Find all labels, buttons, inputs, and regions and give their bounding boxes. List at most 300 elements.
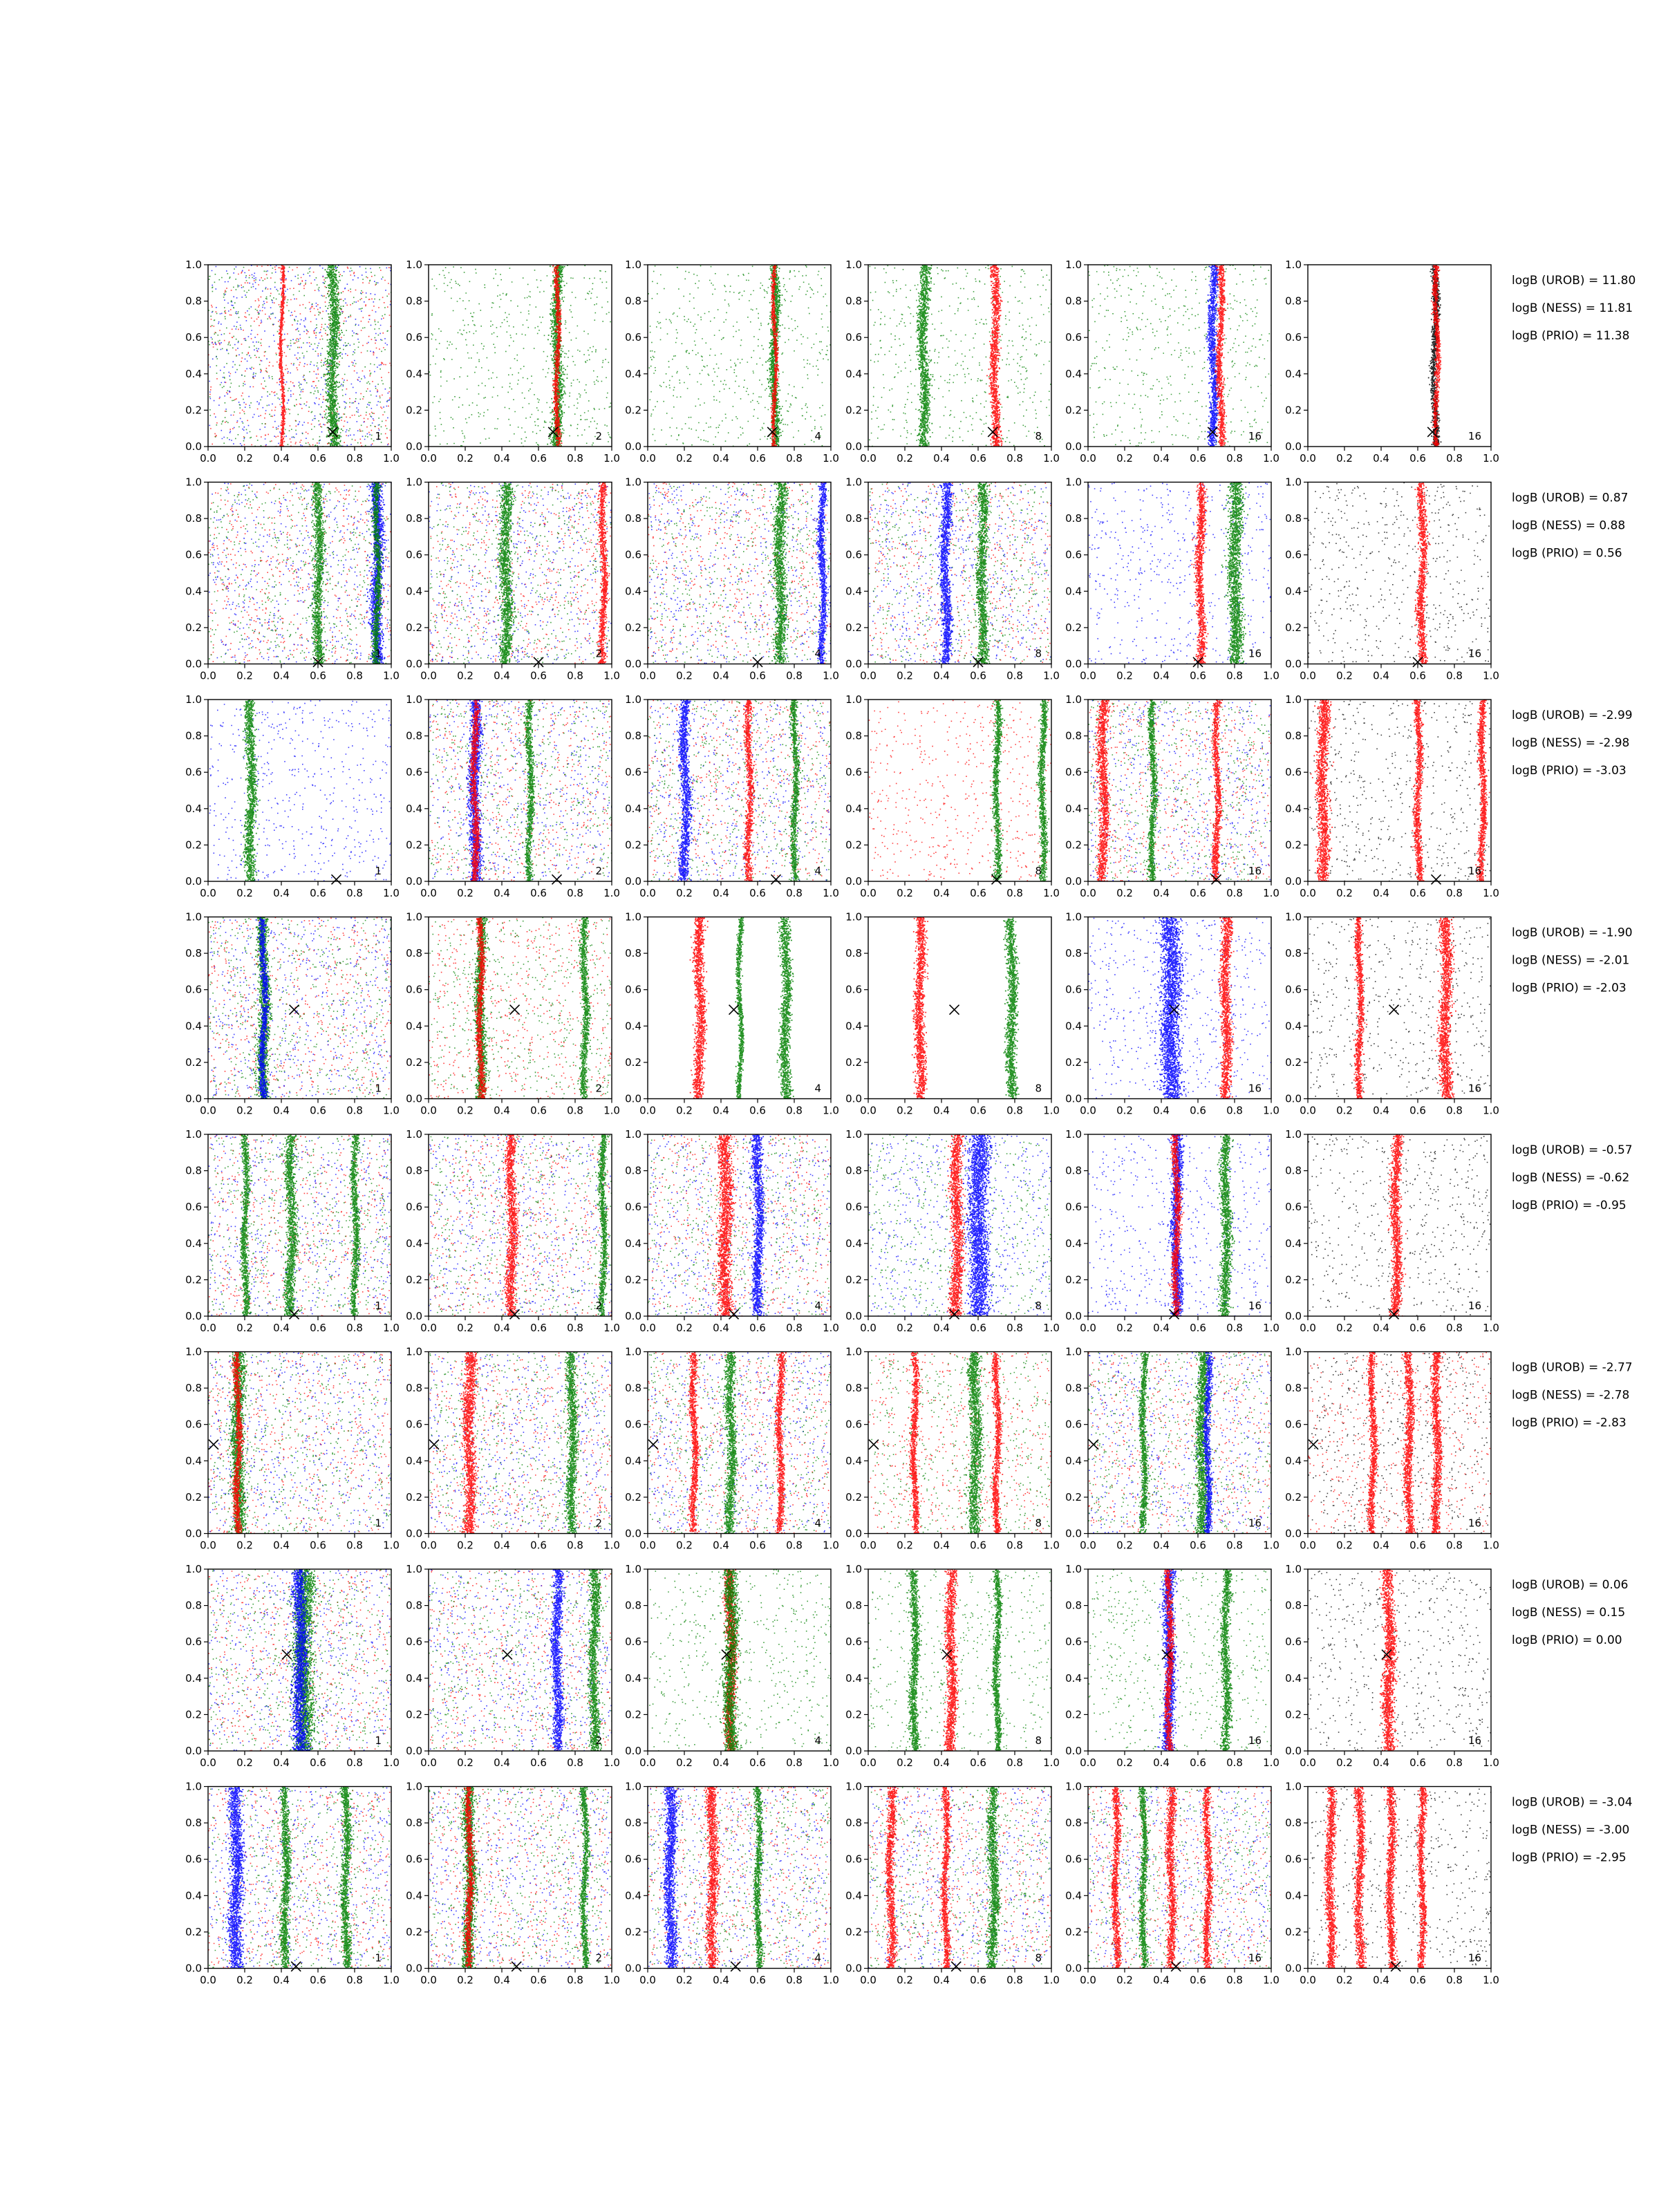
data-points	[429, 1569, 612, 1752]
panel-index-label: 4	[814, 1734, 821, 1747]
y-tick-label: 0.6	[406, 766, 422, 779]
x-tick-label: 1.0	[1483, 452, 1499, 465]
y-tick-label: 0.4	[1285, 802, 1302, 815]
x-tick-label: 0.0	[200, 1104, 216, 1117]
y-tick-label: 0.2	[1285, 404, 1302, 417]
y-tick-label: 0.0	[1065, 875, 1082, 888]
y-tick-label: 0.4	[406, 1020, 422, 1033]
data-points	[648, 700, 832, 883]
x-tick-label: 0.6	[1190, 887, 1206, 899]
y-tick-label: 0.8	[185, 1164, 202, 1177]
x-tick-label: 0.8	[346, 1756, 363, 1769]
scatter-panel-r8-c1	[185, 1781, 400, 1987]
scatter-panel-r3-c3	[625, 693, 839, 899]
x-tick-label: 0.4	[933, 887, 950, 899]
plot-background	[429, 1352, 612, 1534]
y-tick-label: 0.2	[185, 1273, 202, 1286]
x-tick-label: 0.4	[1153, 1974, 1170, 1987]
data-points	[1088, 1134, 1272, 1318]
y-tick-label: 0.4	[185, 1020, 202, 1033]
x-tick-label: 0.8	[567, 452, 583, 465]
y-tick-label: 0.6	[845, 1418, 862, 1431]
y-tick-label: 0.8	[625, 729, 641, 742]
data-points	[648, 1787, 832, 1970]
panel-index-label: 4	[814, 1300, 821, 1312]
logb-annotation: logB (NESS) = -2.98	[1512, 736, 1630, 750]
y-tick-label: 0.0	[185, 1745, 202, 1757]
y-tick-label: 0.4	[406, 1454, 422, 1468]
y-tick-label: 0.6	[406, 983, 422, 996]
y-tick-label: 0.2	[406, 838, 422, 852]
y-tick-label: 0.6	[406, 1418, 422, 1431]
panel-index-label: 4	[814, 1082, 821, 1095]
data-points	[1308, 482, 1491, 666]
y-tick-label: 0.2	[845, 838, 862, 852]
y-tick-label: 0.4	[406, 1889, 422, 1902]
x-tick-label: 0.4	[494, 1322, 510, 1334]
scatter-panel-r1-c1	[185, 259, 400, 465]
scatter-panel-r7-c1	[185, 1563, 400, 1769]
x-tick-label: 0.4	[933, 669, 950, 682]
y-tick-label: 1.0	[845, 910, 862, 924]
panel-row-8	[185, 1781, 1632, 1987]
panel-index-label: 16	[1468, 647, 1481, 660]
y-tick-label: 0.8	[1065, 947, 1082, 960]
panel-index-label: 16	[1248, 1082, 1262, 1095]
y-tick-label: 0.6	[185, 983, 202, 996]
x-tick-label: 0.8	[567, 1974, 583, 1987]
y-tick-label: 1.0	[1065, 693, 1082, 706]
x-tick-label: 0.2	[897, 1104, 913, 1117]
plot-background	[208, 917, 391, 1099]
logb-annotation: logB (PRIO) = 11.38	[1512, 329, 1630, 343]
y-tick-label: 0.2	[185, 1708, 202, 1721]
y-tick-label: 0.6	[1065, 1418, 1082, 1431]
y-tick-label: 0.8	[625, 294, 641, 308]
y-tick-label: 0.8	[406, 947, 422, 960]
scatter-panel-r6-c4	[845, 1346, 1060, 1552]
y-tick-label: 0.2	[185, 1056, 202, 1069]
scatter-panel-r3-c2	[406, 693, 620, 899]
scatter-panel-r8-c4	[845, 1781, 1060, 1987]
scatter-panel-r1-c5	[1065, 259, 1280, 465]
x-tick-label: 1.0	[1043, 1974, 1060, 1987]
y-tick-label: 1.0	[845, 1345, 862, 1358]
plot-background	[208, 265, 391, 447]
x-tick-label: 1.0	[1263, 1974, 1280, 1987]
x-tick-label: 0.0	[200, 1974, 216, 1987]
x-tick-label: 0.4	[1373, 887, 1389, 899]
y-tick-label: 0.8	[406, 1817, 422, 1830]
panel-row-5	[185, 1128, 1632, 1334]
x-tick-label: 1.0	[383, 669, 400, 682]
y-tick-label: 1.0	[406, 910, 422, 924]
y-tick-label: 0.0	[845, 875, 862, 888]
y-tick-label: 0.6	[185, 766, 202, 779]
y-tick-label: 0.2	[625, 404, 641, 417]
panel-index-label: 1	[375, 1517, 382, 1530]
x-tick-label: 0.4	[1373, 1104, 1389, 1117]
y-tick-label: 0.8	[185, 512, 202, 525]
logb-annotation: logB (NESS) = -0.62	[1512, 1171, 1630, 1185]
x-tick-label: 0.8	[1446, 1322, 1463, 1334]
x-tick-label: 0.6	[1409, 1322, 1426, 1334]
y-tick-label: 0.4	[185, 367, 202, 380]
y-tick-label: 0.2	[406, 404, 422, 417]
plot-background	[208, 482, 391, 664]
x-tick-label: 0.6	[1409, 887, 1426, 899]
x-tick-label: 0.8	[786, 1974, 803, 1987]
y-tick-label: 1.0	[625, 910, 641, 924]
data-points	[208, 1134, 393, 1318]
x-tick-label: 0.6	[1190, 1539, 1206, 1552]
y-tick-label: 0.6	[185, 331, 202, 344]
y-tick-label: 1.0	[185, 1128, 202, 1141]
x-tick-label: 1.0	[1043, 1104, 1060, 1117]
x-tick-label: 1.0	[823, 452, 839, 465]
data-points	[868, 1134, 1053, 1318]
data-points	[868, 482, 1052, 666]
x-tick-label: 0.2	[897, 1322, 913, 1334]
x-tick-label: 0.8	[567, 887, 583, 899]
x-tick-label: 0.4	[1373, 1322, 1389, 1334]
panel-index-label: 2	[595, 430, 602, 442]
x-tick-label: 0.8	[1006, 1539, 1023, 1552]
y-tick-label: 0.2	[1285, 1925, 1302, 1938]
y-tick-label: 1.0	[1285, 259, 1302, 271]
y-tick-label: 1.0	[406, 1780, 422, 1793]
plot-background	[208, 700, 391, 881]
y-tick-label: 1.0	[1285, 1345, 1302, 1358]
x-tick-label: 1.0	[1263, 1756, 1280, 1769]
x-tick-label: 0.4	[273, 1322, 290, 1334]
panel-row-1	[185, 259, 1635, 465]
x-tick-label: 1.0	[823, 887, 839, 899]
y-tick-label: 0.4	[185, 1454, 202, 1468]
x-tick-label: 0.0	[1300, 1322, 1316, 1334]
x-tick-label: 0.2	[676, 887, 693, 899]
y-tick-label: 0.8	[1285, 1382, 1302, 1395]
y-tick-label: 0.8	[1065, 512, 1082, 525]
y-tick-label: 0.4	[406, 802, 422, 815]
y-tick-label: 0.6	[845, 548, 862, 561]
y-tick-label: 0.8	[845, 294, 862, 308]
x-tick-label: 0.8	[1226, 1322, 1243, 1334]
scatter-panel-r5-c2	[406, 1128, 620, 1334]
y-tick-label: 0.4	[625, 1889, 641, 1902]
x-tick-label: 0.4	[273, 887, 290, 899]
x-tick-label: 0.0	[860, 1539, 877, 1552]
y-tick-label: 0.8	[625, 1382, 641, 1395]
data-points	[1088, 700, 1273, 883]
panel-index-label: 2	[595, 1734, 602, 1747]
y-tick-label: 0.6	[1285, 548, 1302, 561]
plot-background	[429, 1134, 612, 1316]
x-tick-label: 0.8	[1006, 452, 1023, 465]
plot-background	[868, 1352, 1051, 1534]
y-tick-label: 0.6	[625, 1201, 641, 1214]
x-tick-label: 0.8	[786, 887, 803, 899]
data-points	[648, 265, 832, 448]
x-tick-label: 0.6	[1409, 1104, 1426, 1117]
y-tick-label: 1.0	[406, 693, 422, 706]
logb-annotation: logB (UROB) = -0.57	[1512, 1143, 1633, 1157]
x-tick-label: 0.2	[457, 1322, 474, 1334]
scatter-panel-r1-c6	[1285, 259, 1499, 465]
x-tick-label: 0.8	[1226, 669, 1243, 682]
logb-annotation: logB (PRIO) = -2.95	[1512, 1850, 1627, 1865]
panel-row-3	[185, 693, 1632, 899]
panel-index-label: 1	[375, 1300, 382, 1312]
y-tick-label: 0.0	[1285, 1527, 1302, 1540]
y-tick-label: 0.4	[185, 1889, 202, 1902]
x-tick-label: 0.2	[457, 452, 474, 465]
y-tick-label: 1.0	[406, 259, 422, 271]
x-tick-label: 0.6	[310, 1104, 326, 1117]
x-tick-label: 0.2	[897, 1539, 913, 1552]
panel-index-label: 16	[1468, 1082, 1481, 1095]
x-tick-label: 0.0	[639, 1974, 656, 1987]
logb-annotation: logB (PRIO) = -3.03	[1512, 764, 1627, 778]
logb-annotation: logB (NESS) = -2.78	[1512, 1388, 1630, 1403]
x-tick-label: 0.4	[494, 887, 510, 899]
x-tick-label: 0.2	[897, 669, 913, 682]
x-tick-label: 0.8	[567, 669, 583, 682]
plot-background	[1088, 1352, 1271, 1534]
y-tick-label: 0.4	[625, 1454, 641, 1468]
x-tick-label: 0.2	[236, 1322, 253, 1334]
scatter-panel-r7-c6	[1285, 1563, 1499, 1769]
y-tick-label: 1.0	[1065, 1345, 1082, 1358]
scatter-panel-r3-c4	[845, 693, 1060, 899]
x-tick-label: 0.8	[1226, 1974, 1243, 1987]
panel-index-label: 16	[1248, 1300, 1262, 1312]
x-tick-label: 0.0	[1300, 1104, 1316, 1117]
plot-background	[1308, 482, 1491, 664]
x-tick-label: 0.8	[346, 1322, 363, 1334]
x-tick-label: 0.4	[933, 452, 950, 465]
x-tick-label: 0.0	[860, 887, 877, 899]
x-tick-label: 1.0	[823, 669, 839, 682]
scatter-panel-r6-c5	[1065, 1346, 1280, 1552]
y-tick-label: 1.0	[185, 259, 202, 271]
y-tick-label: 0.2	[406, 1056, 422, 1069]
y-tick-label: 0.0	[185, 657, 202, 671]
data-points	[1088, 1787, 1273, 1970]
y-tick-label: 0.2	[1065, 404, 1082, 417]
y-tick-label: 0.0	[1065, 1092, 1082, 1105]
x-tick-label: 0.0	[1300, 452, 1316, 465]
plot-background	[429, 265, 612, 447]
y-tick-label: 0.8	[185, 1599, 202, 1612]
y-tick-label: 1.0	[625, 259, 641, 271]
scatter-panel-r5-c1	[185, 1128, 400, 1334]
y-tick-label: 0.2	[1285, 621, 1302, 634]
scatter-panel-r4-c4	[845, 911, 1060, 1117]
x-tick-label: 0.4	[713, 1974, 729, 1987]
y-tick-label: 0.8	[406, 512, 422, 525]
x-tick-label: 0.0	[639, 669, 656, 682]
x-tick-label: 0.6	[1409, 1974, 1426, 1987]
x-tick-label: 0.0	[200, 452, 216, 465]
x-tick-label: 0.6	[310, 1539, 326, 1552]
logb-annotation: logB (PRIO) = 0.00	[1512, 1633, 1622, 1647]
x-tick-label: 0.2	[1116, 1756, 1133, 1769]
y-tick-label: 0.6	[1285, 331, 1302, 344]
scatter-panel-r6-c6	[1285, 1346, 1499, 1552]
x-tick-label: 0.6	[749, 1974, 766, 1987]
logb-annotation: logB (PRIO) = 0.56	[1512, 546, 1622, 561]
x-tick-label: 0.2	[676, 669, 693, 682]
y-tick-label: 1.0	[185, 910, 202, 924]
x-tick-label: 0.8	[1226, 887, 1243, 899]
y-tick-label: 1.0	[625, 1128, 641, 1141]
x-tick-label: 1.0	[1043, 1539, 1060, 1552]
x-tick-label: 0.0	[860, 1322, 877, 1334]
x-tick-label: 0.8	[1446, 887, 1463, 899]
y-tick-label: 0.8	[1285, 1599, 1302, 1612]
y-tick-label: 1.0	[1285, 476, 1302, 489]
y-tick-label: 0.2	[845, 1490, 862, 1503]
panel-index-label: 16	[1468, 1734, 1481, 1747]
x-tick-label: 1.0	[603, 1756, 620, 1769]
y-tick-label: 1.0	[1285, 693, 1302, 706]
x-tick-label: 0.0	[1300, 1974, 1316, 1987]
y-tick-label: 0.2	[185, 1925, 202, 1938]
y-tick-label: 0.8	[406, 1164, 422, 1177]
x-tick-label: 0.6	[1190, 669, 1206, 682]
y-tick-label: 0.6	[1065, 331, 1082, 344]
plot-background	[868, 917, 1051, 1099]
logb-annotation: logB (PRIO) = -2.03	[1512, 981, 1627, 995]
x-tick-label: 0.8	[1226, 1104, 1243, 1117]
x-tick-label: 1.0	[1263, 1104, 1280, 1117]
x-tick-label: 0.4	[933, 1104, 950, 1117]
scatter-panel-r1-c4	[845, 259, 1060, 465]
y-tick-label: 0.6	[406, 1635, 422, 1649]
x-tick-label: 0.0	[200, 1756, 216, 1769]
logb-annotation: logB (UROB) = 11.80	[1512, 274, 1636, 288]
data-points	[429, 700, 613, 883]
y-tick-label: 1.0	[406, 476, 422, 489]
x-tick-label: 0.8	[1446, 1756, 1463, 1769]
x-tick-label: 0.2	[1336, 1756, 1353, 1769]
data-points	[648, 482, 832, 666]
x-tick-label: 1.0	[383, 1322, 400, 1334]
x-tick-label: 0.2	[897, 452, 913, 465]
x-tick-label: 1.0	[823, 1974, 839, 1987]
y-tick-label: 1.0	[845, 476, 862, 489]
panel-index-label: 16	[1248, 1734, 1262, 1747]
y-tick-label: 1.0	[185, 1345, 202, 1358]
panel-index-label: 4	[814, 430, 821, 442]
x-tick-label: 0.2	[897, 1756, 913, 1769]
y-tick-label: 0.0	[625, 1092, 641, 1105]
plot-background	[868, 265, 1051, 447]
y-tick-label: 0.2	[845, 1708, 862, 1721]
plot-background	[1088, 482, 1271, 664]
logb-annotation: logB (NESS) = 0.15	[1512, 1606, 1626, 1620]
data-points	[429, 265, 612, 448]
x-tick-label: 0.2	[236, 887, 253, 899]
x-tick-label: 0.0	[1080, 1322, 1096, 1334]
y-tick-label: 0.0	[625, 1527, 641, 1540]
y-tick-label: 0.8	[845, 512, 862, 525]
x-tick-label: 0.8	[786, 452, 803, 465]
x-tick-label: 0.8	[1226, 452, 1243, 465]
x-tick-label: 0.0	[420, 887, 437, 899]
y-tick-label: 0.4	[845, 1454, 862, 1468]
x-tick-label: 0.6	[310, 1756, 326, 1769]
data-points	[429, 1352, 612, 1535]
y-tick-label: 0.6	[625, 1418, 641, 1431]
scatter-panel-r5-c4	[845, 1128, 1060, 1334]
x-tick-label: 0.0	[639, 1322, 656, 1334]
y-tick-label: 1.0	[845, 259, 862, 271]
x-tick-label: 0.4	[713, 1322, 729, 1334]
data-points	[868, 700, 1053, 883]
x-tick-label: 1.0	[1483, 1756, 1499, 1769]
y-tick-label: 0.2	[406, 1273, 422, 1286]
x-tick-label: 1.0	[603, 1974, 620, 1987]
y-tick-label: 0.6	[845, 1853, 862, 1866]
x-tick-label: 0.2	[457, 1539, 474, 1552]
y-tick-label: 0.8	[406, 294, 422, 308]
y-tick-label: 0.6	[1065, 1635, 1082, 1649]
x-tick-label: 0.6	[310, 669, 326, 682]
x-tick-label: 0.6	[310, 1974, 326, 1987]
y-tick-label: 0.8	[185, 947, 202, 960]
y-tick-label: 0.6	[1065, 548, 1082, 561]
y-tick-label: 0.4	[185, 1671, 202, 1685]
y-tick-label: 0.2	[1285, 1273, 1302, 1286]
x-tick-label: 0.6	[1190, 1322, 1206, 1334]
y-tick-label: 0.0	[1285, 875, 1302, 888]
y-tick-label: 0.8	[1285, 1817, 1302, 1830]
y-tick-label: 0.6	[406, 331, 422, 344]
y-tick-label: 0.0	[185, 1092, 202, 1105]
y-tick-label: 0.2	[625, 1925, 641, 1938]
logb-annotation: logB (UROB) = 0.06	[1512, 1578, 1629, 1592]
x-tick-label: 0.2	[1116, 452, 1133, 465]
scatter-panel-r8-c5	[1065, 1781, 1280, 1987]
y-tick-label: 0.8	[625, 1164, 641, 1177]
y-tick-label: 1.0	[625, 1563, 641, 1575]
x-tick-label: 0.8	[1006, 1974, 1023, 1987]
x-tick-label: 1.0	[603, 1104, 620, 1117]
y-tick-label: 0.6	[1285, 1418, 1302, 1431]
plot-background	[868, 700, 1051, 881]
logb-annotation: logB (UROB) = -2.77	[1512, 1360, 1633, 1375]
y-tick-label: 1.0	[1285, 1563, 1302, 1575]
x-tick-label: 1.0	[603, 669, 620, 682]
scatter-panel-r6-c2	[406, 1346, 620, 1552]
data-points	[868, 265, 1052, 448]
x-tick-label: 0.4	[1373, 669, 1389, 682]
y-tick-label: 1.0	[406, 1128, 422, 1141]
y-tick-label: 0.8	[185, 1817, 202, 1830]
y-tick-label: 0.2	[845, 404, 862, 417]
x-tick-label: 0.2	[897, 1974, 913, 1987]
y-tick-label: 0.8	[625, 947, 641, 960]
x-tick-label: 0.6	[970, 669, 986, 682]
y-tick-label: 0.4	[1285, 367, 1302, 380]
logb-annotation: logB (UROB) = -2.99	[1512, 709, 1633, 722]
y-tick-label: 0.6	[185, 1201, 202, 1214]
x-tick-label: 1.0	[823, 1756, 839, 1769]
panel-index-label: 16	[1248, 1951, 1262, 1965]
plot-background	[648, 700, 831, 881]
